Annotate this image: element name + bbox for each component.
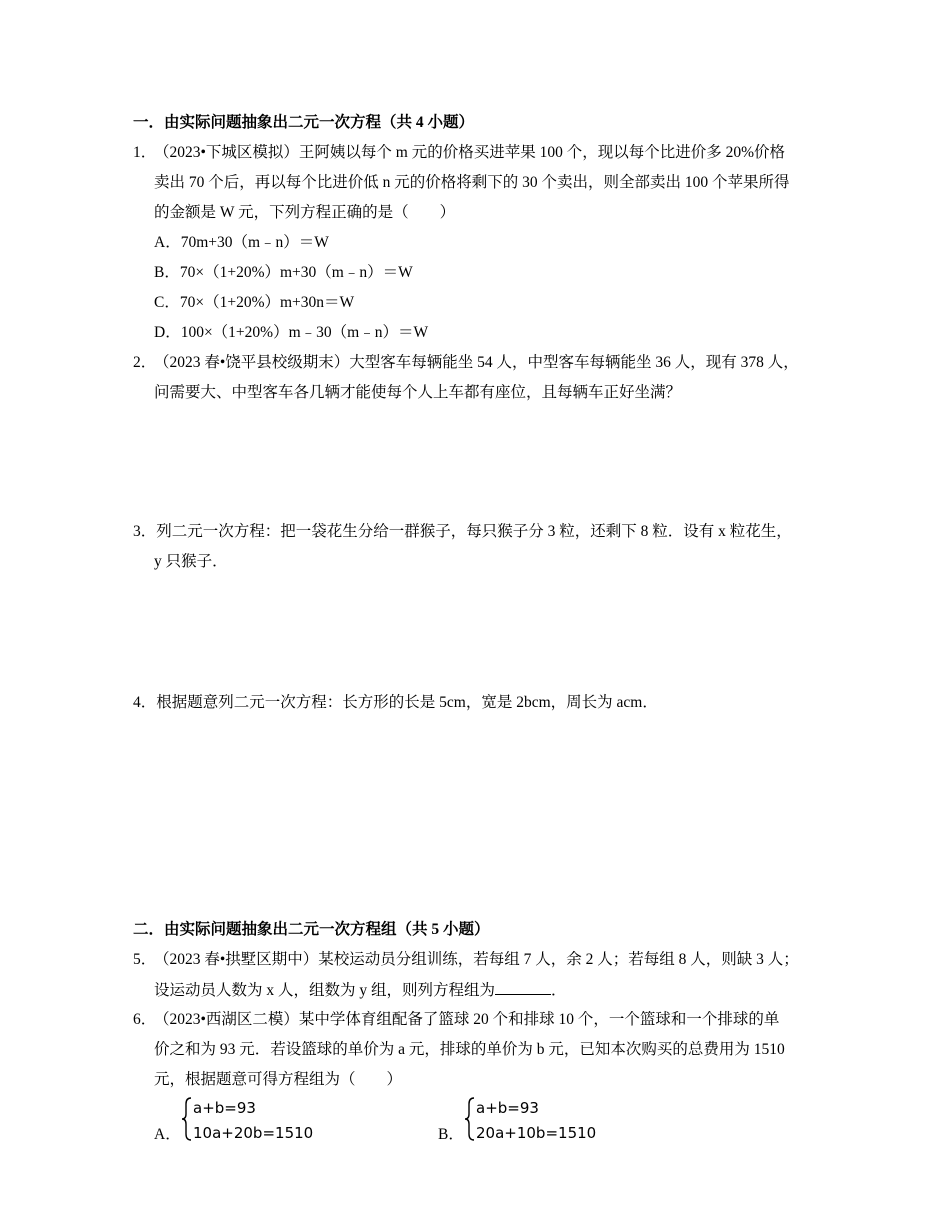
q4-line-1: 4．根据题意列二元一次方程：长方形的长是 5cm，宽是 2bcm，周长为 acm． — [133, 694, 658, 711]
q5-line-2-text: 设运动员人数为 x 人，组数为 y 组，则列方程组为 — [154, 982, 496, 999]
q1-line-1: （2023•下城区模拟）王阿姨以每个 m 元的价格买进苹果 100 个，现以每个比进价多 20%价格 — [154, 144, 786, 161]
section-1-heading: 一．由实际问题抽象出二元一次方程（共 4 小题） — [133, 114, 475, 131]
q5-line-2 — [154, 980, 567, 1001]
q6-option-a-eq-2: 10a+20b=1510 — [193, 1124, 314, 1142]
q6-line-3: 元，根据题意可得方程组为（ ） — [154, 1071, 403, 1088]
q6-option-b-eq-1: a+b=93 — [476, 1099, 539, 1117]
q6-option-b-label: B． — [438, 1126, 464, 1143]
section-2-heading: 二．由实际问题抽象出二元一次方程组（共 5 小题） — [133, 921, 490, 938]
q3-line-2: y 只猴子． — [154, 553, 228, 570]
q6-number: 6． — [133, 1011, 157, 1028]
q1-option-b: B．70×（1+20%）m+30（m﹣n）＝W — [154, 264, 413, 281]
q6-option-a-eq-1: a+b=93 — [193, 1099, 256, 1117]
q1-number: 1． — [133, 144, 157, 161]
q2-line-2: 问需要大、中型客车各几辆才能使每个人上车都有座位，且每辆车正好坐满？ — [154, 384, 682, 401]
brace-a-icon — [181, 1096, 193, 1142]
q6-line-2: 价之和为 93 元．若设篮球的单价为 a 元，排球的单价为 b 元，已知本次购买的总费用为 1510 — [154, 1041, 785, 1058]
q3-line-1: 3．列二元一次方程：把一袋花生分给一群猴子，每只猴子分 3 粒，还剩下 8 粒．设有 x 粒花生， — [133, 523, 792, 540]
q6-option-a-label: A． — [154, 1126, 181, 1143]
q2-line-1: （2023 春•饶平县校级期末）大型客车每辆能坐 54 人，中型客车每辆能坐 36 人，现有 378 人， — [154, 354, 799, 371]
q1-option-c: C．70×（1+20%）m+30n＝W — [154, 294, 355, 311]
q2-number: 2． — [133, 354, 157, 371]
answer-blank — [495, 980, 551, 995]
brace-b-icon — [464, 1096, 476, 1142]
q6-line-1: （2023•西湖区二模）某中学体育组配备了篮球 20 个和排球 10 个，一个篮球和一个排球的单 — [154, 1011, 780, 1028]
q5-line-2-end: ． — [551, 982, 567, 999]
q5-line-1: （2023 春•拱墅区期中）某校运动员分组训练，若每组 7 人，余 2 人；若每组 8 人，则缺 3 人； — [154, 951, 799, 968]
q1-option-d: D．100×（1+20%）m﹣30（m﹣n）＝W — [154, 324, 429, 341]
q1-line-3: 的金额是 W 元，下列方程正确的是（ ） — [154, 204, 456, 221]
q1-line-2: 卖出 70 个后，再以每个比进价低 n 元的价格将剩下的 30 个卖出，则全部卖出 100 个苹果所得 — [154, 174, 790, 191]
q6-option-b-eq-2: 20a+10b=1510 — [476, 1124, 597, 1142]
q1-option-a: A．70m+30（m﹣n）＝W — [154, 234, 329, 251]
q5-number: 5． — [133, 951, 157, 968]
